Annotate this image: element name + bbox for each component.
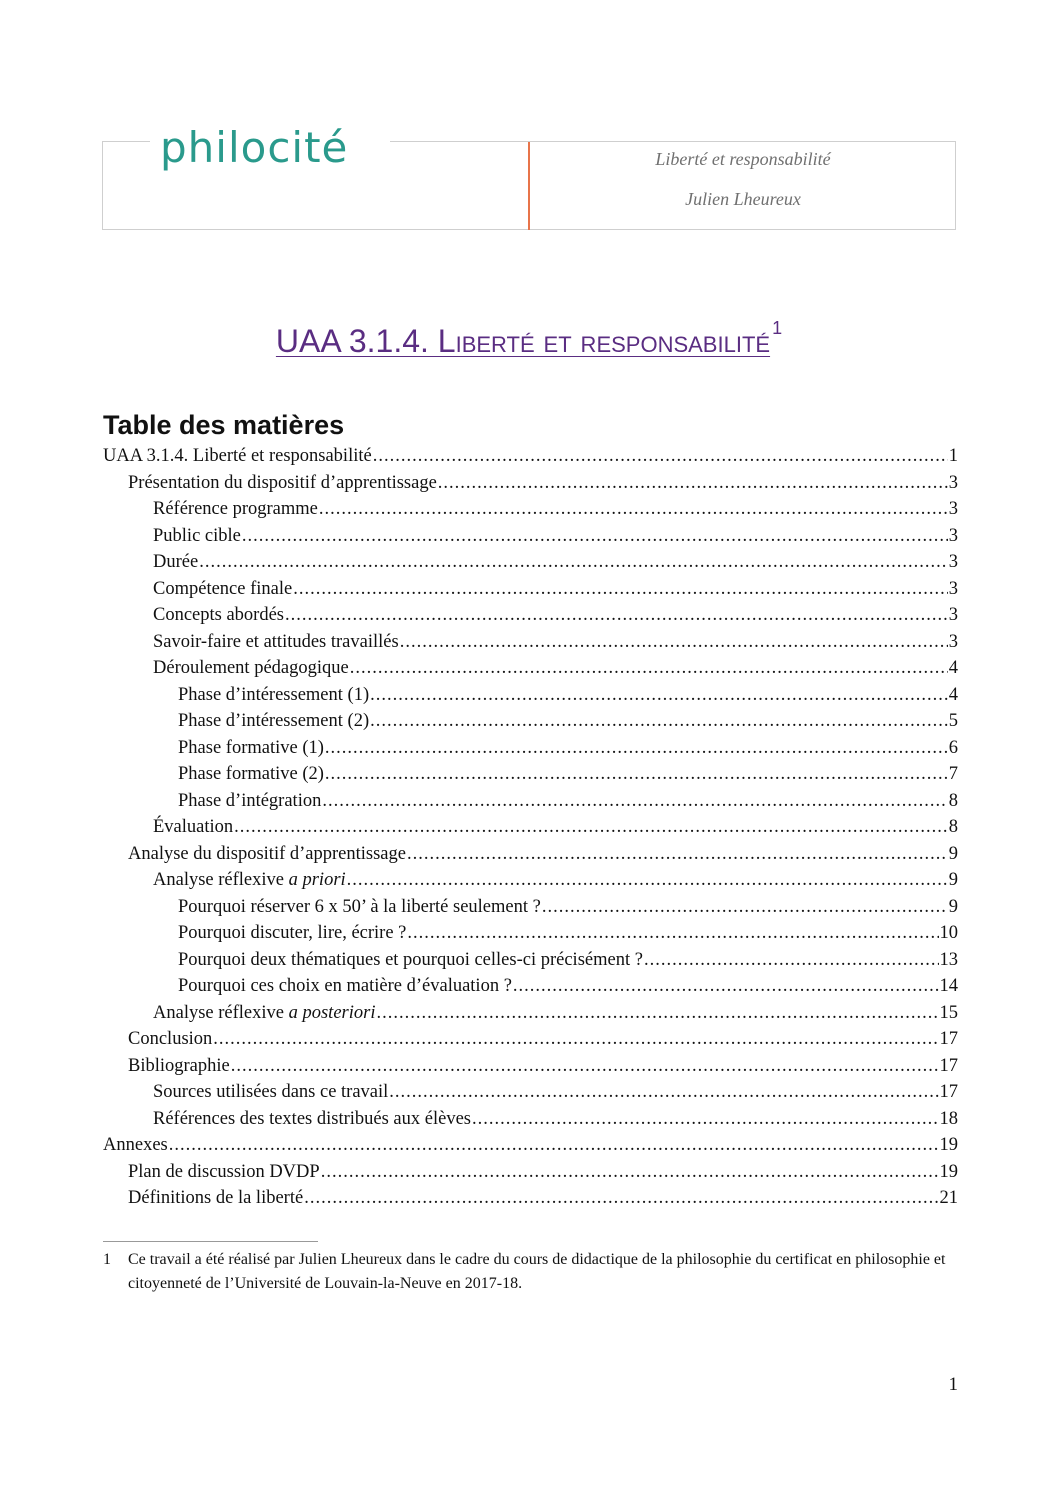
toc-entry[interactable] — [103, 817, 958, 844]
toc-leader-dots — [293, 579, 948, 600]
toc-entry[interactable] — [103, 950, 958, 977]
toc-entry[interactable] — [103, 632, 958, 659]
toc-entry-page: 18 — [939, 1108, 958, 1129]
toc-leader-dots — [407, 844, 948, 865]
toc-leader-dots — [234, 817, 948, 838]
toc-entry-label: Compétence finale — [153, 578, 293, 599]
toc-entry-page: 3 — [948, 499, 958, 519]
toc-entry-page: 6 — [948, 737, 958, 758]
toc-leader-dots — [542, 897, 948, 918]
toc-leader-dots — [407, 923, 938, 944]
toc-leader-dots — [213, 1029, 938, 1050]
toc-entry-page: 5 — [948, 711, 958, 731]
toc-entry[interactable] — [103, 579, 958, 606]
footnote-separator — [103, 1241, 318, 1242]
toc-leader-dots — [325, 764, 948, 785]
toc-entry-label: Analyse du dispositif d’apprentissage — [128, 843, 406, 864]
toc-entry-page: 8 — [948, 790, 958, 811]
toc-entry-label: Plan de discussion DVDP — [128, 1161, 320, 1182]
toc-entry[interactable] — [103, 897, 958, 924]
toc-entry[interactable] — [103, 473, 958, 500]
toc-leader-dots — [304, 1188, 938, 1209]
toc-entry-page: 8 — [948, 817, 958, 837]
title-footnote-ref[interactable]: 1 — [772, 318, 783, 338]
toc-leader-dots — [242, 526, 948, 547]
toc-leader-dots — [322, 791, 947, 812]
toc-leader-dots — [644, 950, 939, 971]
toc-entry-label: Public cible — [153, 525, 241, 546]
toc-entry[interactable] — [103, 764, 958, 791]
toc-entry-label: Évaluation — [153, 817, 234, 837]
toc-entry-page: 3 — [948, 472, 958, 493]
toc-leader-dots — [376, 1003, 938, 1024]
toc-entry-label: Sources utilisées dans ce travail — [153, 1082, 389, 1102]
toc-entry-label: Phase formative (2) — [178, 764, 324, 784]
toc-entry-page: 14 — [939, 976, 958, 996]
toc-entry[interactable] — [103, 1188, 958, 1215]
footnote-number: 1 — [103, 1251, 111, 1268]
toc-entry-page: 9 — [948, 896, 958, 917]
toc-entry[interactable] — [103, 446, 958, 473]
toc-entry-label: Annexes — [103, 1135, 168, 1155]
toc-entry-page: 10 — [939, 923, 958, 943]
toc-entry-page: 19 — [939, 1161, 958, 1182]
toc-entry-label: Références des textes distribués aux élèves — [153, 1108, 471, 1129]
toc-leader-dots — [199, 552, 948, 573]
footnote — [103, 1248, 958, 1296]
toc-leader-dots — [370, 711, 948, 732]
toc-entry-page: 3 — [948, 578, 958, 599]
toc-entry-page: 4 — [948, 684, 958, 705]
toc-leader-dots — [347, 870, 948, 891]
toc-entry-label: Phase d’intéressement (2) — [178, 711, 370, 731]
toc-entry-page: 21 — [939, 1188, 958, 1208]
toc-entry[interactable] — [103, 1135, 958, 1162]
toc-entry-label: Pourquoi discuter, lire, écrire ? — [178, 923, 407, 943]
toc-entry-label: Déroulement pédagogique — [153, 658, 349, 678]
toc-entry-page: 1 — [948, 446, 958, 466]
toc-entry[interactable] — [103, 1003, 958, 1030]
toc-entry-label: Phase d’intégration — [178, 790, 322, 811]
toc-entry-page: 3 — [948, 552, 958, 572]
toc-entry[interactable] — [103, 1162, 958, 1189]
toc-entry-page: 4 — [948, 658, 958, 678]
toc-entry-label: UAA 3.1.4. Liberté et responsabilité — [103, 446, 372, 466]
toc-leader-dots — [325, 738, 948, 759]
header-subtitle: Liberté et responsabilité — [655, 149, 831, 169]
philocite-logo: philocité — [160, 123, 349, 172]
toc-entry[interactable] — [103, 658, 958, 685]
toc-entry[interactable] — [103, 499, 958, 526]
toc-entry-page: 3 — [948, 631, 958, 652]
toc-entry[interactable] — [103, 1109, 958, 1136]
toc-entry-label: Savoir-faire et attitudes travaillés — [153, 631, 399, 652]
toc-entry[interactable] — [103, 738, 958, 765]
toc-entry-label: Pourquoi ces choix en matière d’évaluation ? — [178, 976, 512, 996]
toc-entry-page: 13 — [939, 949, 958, 970]
toc-entry-label: Analyse réflexive a posteriori — [153, 1002, 376, 1023]
toc-heading: Table des matières — [103, 410, 345, 440]
toc-leader-dots — [373, 446, 948, 467]
toc-entry[interactable] — [103, 1056, 958, 1083]
toc-leader-dots — [321, 1162, 939, 1183]
toc-entry[interactable] — [103, 844, 958, 871]
toc-entry[interactable] — [103, 711, 958, 738]
toc-entry-label: Phase formative (1) — [178, 737, 324, 758]
header-author: Julien Lheureux — [685, 189, 801, 209]
document-title — [0, 318, 1058, 360]
toc-entry-label: Analyse réflexive a priori — [153, 870, 346, 890]
toc-entry[interactable] — [103, 552, 958, 579]
toc-entry[interactable] — [103, 791, 958, 818]
toc-entry-page: 9 — [948, 843, 958, 864]
toc-entry[interactable] — [103, 1082, 958, 1109]
toc-leader-dots — [231, 1056, 939, 1077]
toc-leader-dots — [285, 605, 948, 626]
toc-entry[interactable] — [103, 923, 958, 950]
toc-entry-label: Référence programme — [153, 499, 318, 519]
toc-entry-label: Pourquoi deux thématiques et pourquoi celles-ci précisément ? — [178, 949, 643, 970]
toc-entry[interactable] — [103, 976, 958, 1003]
toc-entry-page: 7 — [948, 764, 958, 784]
toc-entry-page: 17 — [939, 1055, 958, 1076]
toc-entry[interactable] — [103, 685, 958, 712]
toc-leader-dots — [400, 632, 948, 653]
toc-entry-label: Pourquoi réserver 6 x 50’ à la liberté seulement ? — [178, 896, 541, 917]
toc-entry-page: 17 — [939, 1082, 958, 1102]
toc-leader-dots — [513, 976, 939, 997]
toc-entry-page: 19 — [939, 1135, 958, 1155]
toc-entry-page: 9 — [948, 870, 958, 890]
toc-leader-dots — [169, 1135, 939, 1156]
toc-entry-page: 15 — [939, 1002, 958, 1023]
footnote-text: Ce travail a été réalisé par Julien Lheureux dans le cadre du cours de didactique de la philosophie du certificat en philosophie et citoyenneté de l’Université de Louvain-la-Neuve en 2017-18. — [128, 1251, 946, 1292]
toc-entry-label: Présentation du dispositif d’apprentissage — [128, 472, 437, 493]
toc-leader-dots — [350, 658, 948, 679]
toc-leader-dots — [472, 1109, 939, 1130]
toc-leader-dots — [389, 1082, 938, 1103]
toc-leader-dots — [319, 499, 948, 520]
toc-entry-label: Conclusion — [128, 1029, 213, 1049]
toc-entry[interactable] — [103, 526, 958, 553]
toc-entry[interactable] — [103, 605, 958, 632]
page-number: 1 — [948, 1374, 958, 1395]
document-title-text: UAA 3.1.4. Liberté et responsabilité — [275, 323, 771, 359]
toc-entry-label: Concepts abordés — [153, 605, 285, 625]
toc-entry-label: Durée — [153, 552, 199, 572]
toc-entry-page: 3 — [948, 605, 958, 625]
toc-entry[interactable] — [103, 1029, 958, 1056]
toc-entry-page: 17 — [939, 1029, 958, 1049]
toc-leader-dots — [370, 685, 948, 706]
toc-entry-page: 3 — [948, 525, 958, 546]
toc-entry-label: Définitions de la liberté — [128, 1188, 304, 1208]
toc-entry-label: Phase d’intéressement (1) — [178, 684, 370, 705]
toc-entry-label: Bibliographie — [128, 1055, 230, 1076]
toc-leader-dots — [438, 473, 948, 494]
toc-entry[interactable] — [103, 870, 958, 897]
table-of-contents — [103, 446, 958, 1215]
